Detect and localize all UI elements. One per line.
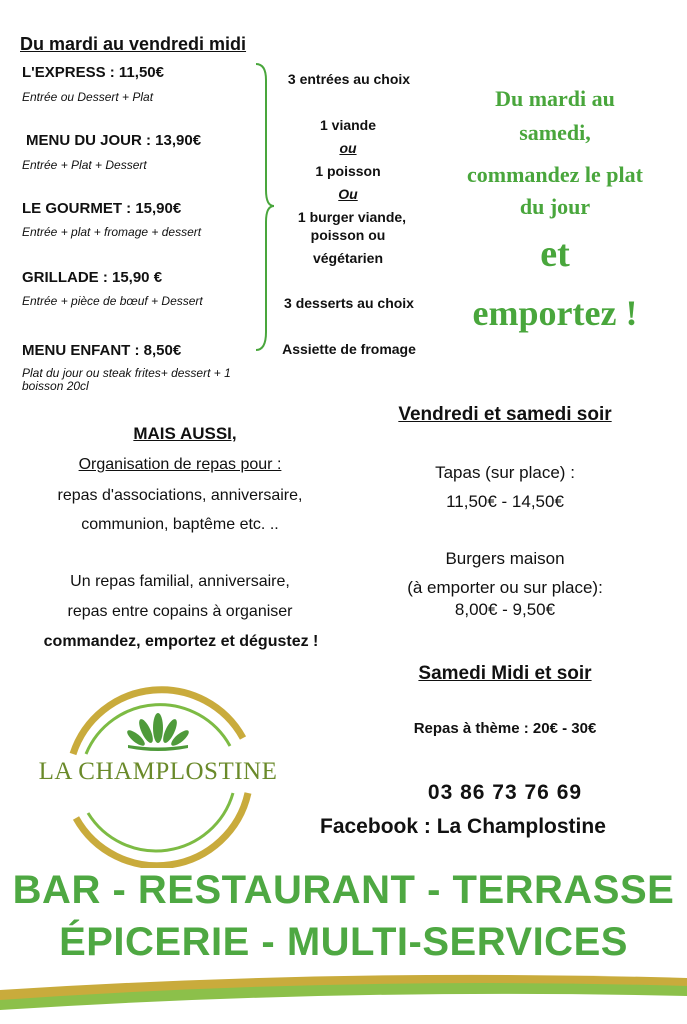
mais-aussi-org bbox=[0, 453, 360, 476]
menu-grillade-desc: Entrée + pièce de bœuf + Dessert bbox=[22, 294, 203, 308]
mais-aussi-line-4: repas entre copains à organiser bbox=[67, 603, 293, 620]
mais-aussi-line-1: repas d'associations, anniversaire, bbox=[57, 487, 303, 504]
mais-aussi-title: MAIS AUSSI, bbox=[133, 424, 237, 443]
logo bbox=[18, 668, 298, 868]
menu-enfant-desc-2: boisson 20cl bbox=[22, 379, 89, 393]
page-title: Du mardi au vendredi midi bbox=[20, 34, 247, 54]
choice-burger-3: végétarien bbox=[312, 250, 384, 266]
menu-enfant-desc-1: Plat du jour ou steak frites+ dessert + 1 bbox=[22, 366, 231, 380]
mais-aussi-line-2: communion, baptême etc. .. bbox=[81, 516, 279, 533]
footer-line-1: BAR - RESTAURANT - TERRASSE bbox=[12, 868, 675, 912]
choice-burger-2: poisson ou bbox=[310, 227, 386, 243]
logo-text: LA CHAMPLOSTINE bbox=[38, 758, 278, 785]
takeaway-line-6: emportez ! bbox=[472, 293, 638, 333]
choice-desserts: 3 desserts au choix bbox=[284, 295, 414, 311]
saturday-theme: Repas à thème : 20€ - 30€ bbox=[413, 720, 597, 737]
saturday-title: Samedi Midi et soir bbox=[418, 663, 592, 684]
bottom-wave bbox=[0, 960, 687, 1024]
choice-or-2: Ou bbox=[338, 186, 358, 202]
menu-grillade-name: GRILLADE : 15,90 € bbox=[22, 269, 163, 286]
mais-aussi-org-text: Organisation de repas pour : bbox=[78, 456, 282, 473]
takeaway-line-4: du jour bbox=[519, 194, 591, 219]
takeaway-line-5: et bbox=[540, 233, 570, 275]
menu-enfant-name: MENU ENFANT : 8,50€ bbox=[22, 342, 182, 359]
menu-du-jour-desc: Entrée + Plat + Dessert bbox=[22, 158, 147, 172]
choice-poisson: 1 poisson bbox=[315, 163, 381, 179]
burgers-line-3: 8,00€ - 9,50€ bbox=[454, 600, 556, 619]
takeaway-line-2: samedi, bbox=[519, 120, 591, 145]
mais-aussi-line-5: commandez, emportez et dégustez ! bbox=[43, 633, 319, 650]
burgers-line-1: Burgers maison bbox=[445, 549, 565, 568]
tapas-line-1: Tapas (sur place) : bbox=[435, 463, 575, 482]
menu-express-name: L'EXPRESS : 11,50€ bbox=[22, 64, 164, 81]
evening-title: Vendredi et samedi soir bbox=[398, 404, 612, 425]
footer-line-2: ÉPICERIE - MULTI-SERVICES bbox=[59, 920, 628, 964]
choice-fromage: Assiette de fromage bbox=[282, 341, 416, 357]
menu-gourmet-name: LE GOURMET : 15,90€ bbox=[22, 200, 182, 217]
tapas-line-2: 11,50€ - 14,50€ bbox=[446, 492, 564, 511]
mais-aussi-line-3: Un repas familial, anniversaire, bbox=[70, 573, 290, 590]
facebook-link: Facebook : La Champlostine bbox=[320, 815, 606, 838]
choice-viande: 1 viande bbox=[319, 117, 377, 133]
choice-or-1: ou bbox=[339, 140, 357, 156]
choice-entrees: 3 entrées au choix bbox=[287, 71, 411, 87]
menu-gourmet-desc: Entrée + plat + fromage + dessert bbox=[22, 225, 202, 239]
phone-number: 03 86 73 76 69 bbox=[427, 781, 583, 804]
choice-burger-1: 1 burger viande, bbox=[297, 209, 407, 225]
burgers-line-2: (à emporter ou sur place): bbox=[407, 578, 603, 597]
menu-du-jour-name: MENU DU JOUR : 13,90€ bbox=[26, 132, 202, 149]
menu-express-desc: Entrée ou Dessert + Plat bbox=[22, 90, 154, 104]
takeaway-line-3: commandez le plat bbox=[467, 162, 643, 187]
takeaway-line-1: Du mardi au bbox=[495, 86, 615, 111]
